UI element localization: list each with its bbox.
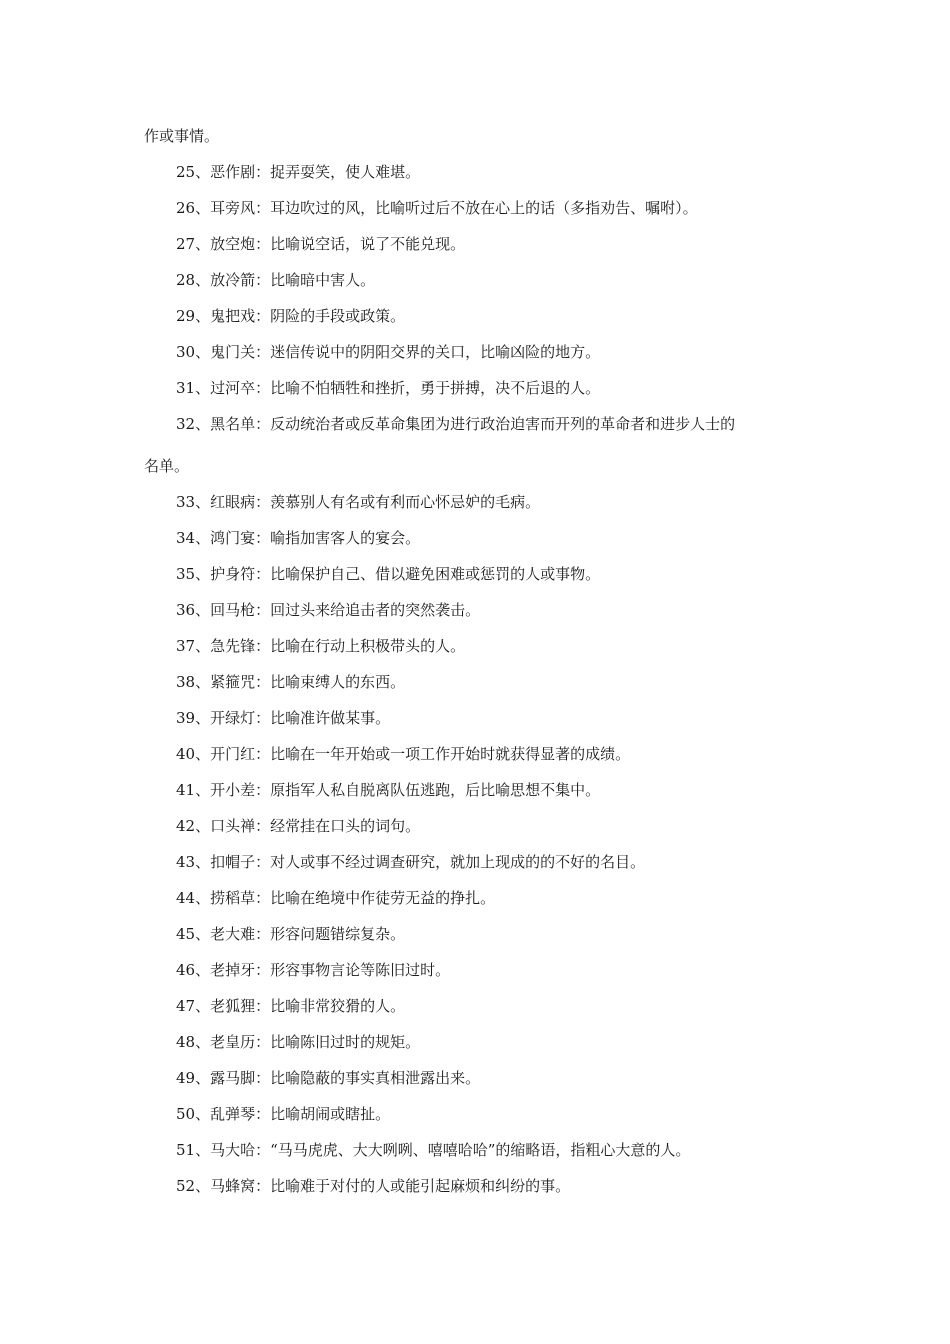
entry-37: 37、急先锋：比喻在行动上积极带头的人。	[176, 637, 466, 655]
entry-34: 34、鸿门宴：喻指加害客人的宴会。	[176, 529, 421, 547]
entry-27: 27、放空炮：比喻说空话，说了不能兑现。	[176, 235, 466, 253]
entry-48: 48、老皇历：比喻陈旧过时的规矩。	[176, 1033, 421, 1051]
entry-29: 29、鬼把戏：阴险的手段或政策。	[176, 307, 406, 325]
continuation-line: 作或事情。	[144, 127, 220, 145]
entry-31: 31、过河卒：比喻不怕牺牲和挫折，勇于拼搏，决不后退的人。	[176, 379, 601, 397]
entry-25: 25、恶作剧：捉弄耍笑，使人难堪。	[176, 163, 421, 181]
entry-33: 33、红眼病：羡慕别人有名或有利而心怀忌妒的毛病。	[176, 493, 541, 511]
entry-49: 49、露马脚：比喻隐蔽的事实真相泄露出来。	[176, 1069, 481, 1087]
entry-47: 47、老狐狸：比喻非常狡猾的人。	[176, 997, 406, 1015]
entry-39: 39、开绿灯：比喻准许做某事。	[176, 709, 391, 727]
entry-44: 44、捞稻草：比喻在绝境中作徒劳无益的挣扎。	[176, 889, 496, 907]
entry-43: 43、扣帽子：对人或事不经过调查研究，就加上现成的的不好的名目。	[176, 853, 646, 871]
entry-41: 41、开小差：原指军人私自脱离队伍逃跑，后比喻思想不集中。	[176, 781, 601, 799]
entry-46: 46、老掉牙：形容事物言论等陈旧过时。	[176, 961, 451, 979]
entry-28: 28、放冷箭：比喻暗中害人。	[176, 271, 376, 289]
entry-50: 50、乱弹琴：比喻胡闹或瞎扯。	[176, 1105, 391, 1123]
entry-40: 40、开门红：比喻在一年开始或一项工作开始时就获得显著的成绩。	[176, 745, 631, 763]
entry-45: 45、老大难：形容问题错综复杂。	[176, 925, 406, 943]
entry-35: 35、护身符：比喻保护自己、借以避免困难或惩罚的人或事物。	[176, 565, 601, 583]
entry-26: 26、耳旁风：耳边吹过的风，比喻听过后不放在心上的话（多指劝告、嘱咐）。	[176, 199, 698, 217]
entry-38: 38、紧箍咒：比喻束缚人的东西。	[176, 673, 406, 691]
document-body	[144, 118, 824, 1204]
entry-30: 30、鬼门关：迷信传说中的阴阳交界的关口，比喻凶险的地方。	[176, 343, 601, 361]
entry-32-line2: 名单。	[144, 457, 190, 475]
entry-42: 42、口头禅：经常挂在口头的词句。	[176, 817, 421, 835]
entry-36: 36、回马枪：回过头来给追击者的突然袭击。	[176, 601, 481, 619]
entry-52: 52、马蜂窝：比喻难于对付的人或能引起麻烦和纠纷的事。	[176, 1177, 571, 1195]
entry-32-line1: 32、黑名单：反动统治者或反革命集团为进行政治迫害而开列的革命者和进步人士的	[176, 415, 736, 433]
entry-51: 51、马大哈：“马马虎虎、大大咧咧、嘻嘻哈哈”的缩略语，指粗心大意的人。	[176, 1141, 691, 1159]
